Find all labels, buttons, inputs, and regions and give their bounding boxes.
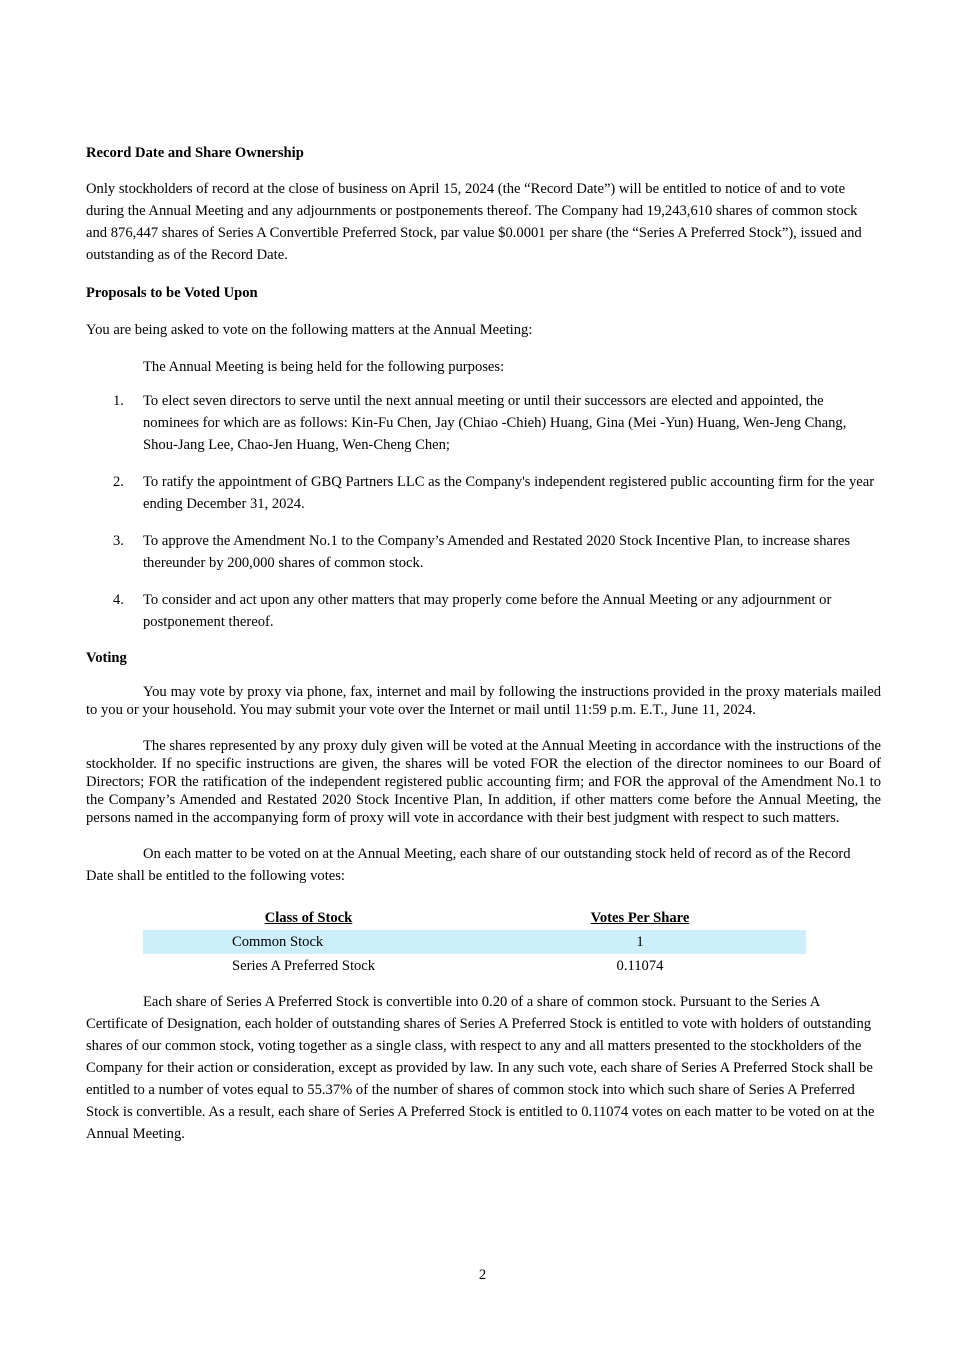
list-item-text: To consider and act upon any other matters that may properly come before the Annual Meeting or any adjournment or postponement thereof. xyxy=(143,592,832,630)
table-row xyxy=(143,930,806,954)
page-number: 2 xyxy=(478,1267,487,1283)
proposal-list xyxy=(86,390,881,633)
table-header-row xyxy=(143,906,806,930)
proposals-intro: You are being asked to vote on the following matters at the Annual Meeting: xyxy=(86,322,533,338)
record-date-heading: Record Date and Share Ownership xyxy=(86,145,304,161)
proposals-heading: Proposals to be Voted Upon xyxy=(86,285,258,301)
purposes-intro: The Annual Meeting is being held for the following purposes: xyxy=(143,359,505,375)
table-cell-votes: 0.11074 xyxy=(616,957,664,974)
list-item-number: 2. xyxy=(113,474,124,490)
list-item-text: To ratify the appointment of GBQ Partners LLC as the Company's independent registered public accounting firm for the year ending December 31, 2024. xyxy=(143,474,875,512)
table-cell-class: Common Stock xyxy=(143,930,474,954)
voting-paragraph-3: On each matter to be voted on at the Annual Meeting, each share of our outstanding stock held of record as of the Record Date shall be entitled to the following votes: xyxy=(86,846,851,884)
list-item xyxy=(86,390,881,456)
list-item xyxy=(86,530,881,574)
table-cell-class: Series A Preferred Stock xyxy=(232,957,376,974)
list-item xyxy=(86,471,881,515)
voting-paragraph-2: The shares represented by any proxy duly given will be voted at the Annual Meeting in accordance with the instructions of the stockholder. If no specific instructions are given, the shares will be voted FOR the election of the director nominees to our Board of Directors; FOR the ratification of the independent registered public accounting firm; and FOR the approval of the Amendment No.1 to the Company’s Amended and Restated 2020 Stock Incentive Plan, In addition, if other matters come before the Annual Meeting, the persons named in the accompanying form of proxy will vote in accordance with their best judgment with respect to such matters. xyxy=(86,738,881,826)
list-item-number: 3. xyxy=(113,533,124,549)
table-row xyxy=(143,954,806,978)
list-item-number: 4. xyxy=(113,592,124,608)
list-item-text: To elect seven directors to serve until the next annual meeting or until their successors are elected and appointed, the nominees for which are as follows: Kin-Fu Chen, Jay (Chiao -Chieh) Huang, Gina (Mei -Yun) Huang, Wen-Jeng Chang, Shou-Jang Lee, Chao-Jen Huang, Wen-Cheng Chen; xyxy=(143,393,847,453)
record-date-paragraph: Only stockholders of record at the close of business on April 15, 2024 (the “Record Date”) will be entitled to notice of and to vote during the Annual Meeting and any adjournments or postponements thereof. The Company had 19,243,610 shares of common stock and 876,447 shares of Series A Convertible Preferred Stock, par value $0.0001 per share (the “Series A Preferred Stock”), issued and outstanding as of the Record Date. xyxy=(86,181,862,263)
list-item-text: To approve the Amendment No.1 to the Company’s Amended and Restated 2020 Stock Incentive Plan, to increase shares thereunder by 200,000 shares of common stock. xyxy=(143,533,851,571)
table-cell-votes: 1 xyxy=(474,930,806,954)
list-item xyxy=(86,589,881,633)
votes-table xyxy=(143,906,806,978)
voting-heading: Voting xyxy=(86,650,127,666)
column-header-class: Class of Stock xyxy=(264,909,353,926)
voting-paragraph-4: Each share of Series A Preferred Stock is convertible into 0.20 of a share of common stock. Pursuant to the Series A Certificate of Designation, each holder of outstanding shares of Series A Preferred Stock is entitled to vote with holders of outstanding shares of our common stock, voting together as a single class, with respect to any and all matters presented to the stockholders of the Company for their action or consideration, except as provided by law. In any such vote, each share of Series A Preferred Stock shall be entitled to a number of votes equal to 55.37% of the number of shares of common stock into which such share of Series A Preferred Stock is convertible. As a result, each share of Series A Preferred Stock is entitled to 0.11074 votes on each matter to be voted on at the Annual Meeting. xyxy=(86,994,875,1142)
column-header-votes: Votes Per Share xyxy=(590,909,690,926)
voting-paragraph-1: You may vote by proxy via phone, fax, internet and mail by following the instructions provided in the proxy materials mailed to you or your household. You may submit your vote over the Internet or mail until 11:59 p.m. E.T., June 11, 2024. xyxy=(86,684,881,718)
list-item-number: 1. xyxy=(113,393,124,409)
page-content xyxy=(86,143,881,1145)
